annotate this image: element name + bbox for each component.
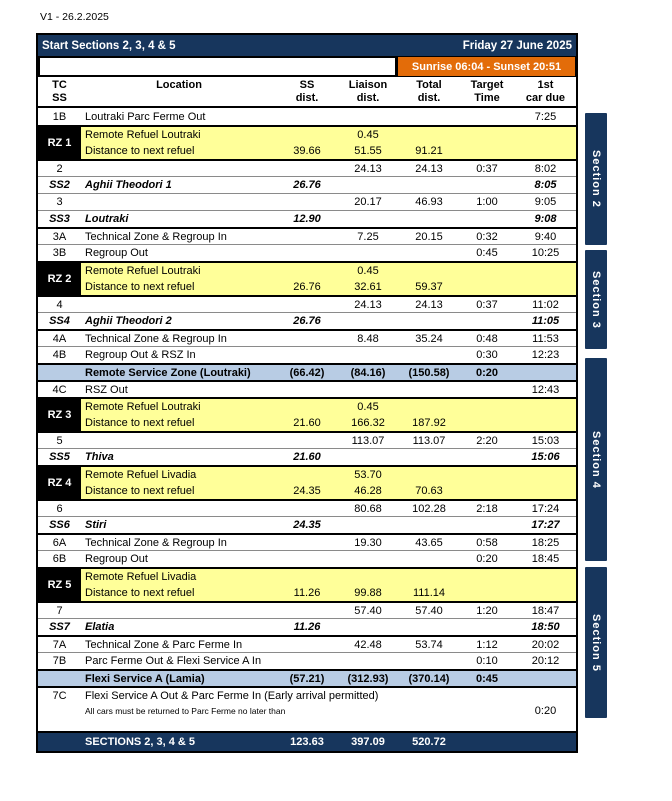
refuel-zone-line <box>81 279 576 295</box>
tc-cell: SS7 <box>49 621 70 633</box>
location-cell: Regroup Out <box>85 553 148 565</box>
location-cell: Technical Zone & Regroup In <box>85 536 227 549</box>
refuel-zone-label: RZ 1 <box>38 127 81 159</box>
table-row <box>38 550 576 567</box>
first-car-cell: 17:24 <box>531 502 560 515</box>
target-time-cell: 0:20 <box>475 366 499 379</box>
table-row <box>38 448 576 465</box>
total-dist-cell: 59.37 <box>415 281 443 293</box>
service-zone-row <box>38 669 576 686</box>
first-car-cell: 11:05 <box>531 315 560 327</box>
target-time-cell: 0:32 <box>476 230 498 243</box>
location-cell: Loutraki Parc Ferme Out <box>85 110 206 123</box>
target-time-cell: 1:00 <box>476 196 498 208</box>
header-location-line1: Location <box>156 79 202 91</box>
total-dist-cell: 57.40 <box>415 604 443 617</box>
ss-dist-cell: 26.76 <box>293 315 321 327</box>
location-cell: Technical Zone & Parc Ferme In <box>85 638 243 651</box>
header-total-line1: Total <box>416 79 442 91</box>
liaison-dist-cell: 24.13 <box>354 298 382 311</box>
header-ss-dist <box>277 77 337 106</box>
column-headers <box>38 77 576 108</box>
header-due-line1: 1st <box>537 79 554 91</box>
location-cell: Remote Refuel Livadia <box>85 469 197 481</box>
target-time-cell: 0:45 <box>476 247 498 259</box>
blank-box <box>38 56 397 77</box>
ss-dist-cell: 12.90 <box>293 213 321 225</box>
ss-dist-cell: 24.35 <box>293 485 321 497</box>
tc-cell: 4 <box>56 298 63 311</box>
header-tc-line2: SS <box>52 92 67 104</box>
refuel-zone-line <box>81 127 576 143</box>
location-cell: Technical Zone & Regroup In <box>85 332 227 345</box>
version-label: V1 - 26.2.2025 <box>40 11 109 23</box>
location-cell: Elatia <box>85 621 115 633</box>
tc-cell: SS6 <box>49 519 70 531</box>
liaison-dist-cell: 7.25 <box>357 230 379 243</box>
liaison-dist-cell: 32.61 <box>354 281 382 293</box>
tc-cell: 6 <box>56 502 63 515</box>
tc-cell: 5 <box>56 434 63 447</box>
first-car-cell: 8:02 <box>534 162 557 175</box>
table-row <box>38 635 576 652</box>
table-row <box>38 686 576 703</box>
tc-cell: 3A <box>52 230 67 243</box>
tc-cell: 6A <box>52 536 67 549</box>
refuel-zone-label: RZ 4 <box>38 467 81 499</box>
first-car-cell: 9:40 <box>534 230 557 243</box>
refuel-zone-lines <box>81 263 576 295</box>
refuel-zone-line <box>81 263 576 279</box>
liaison-dist-cell: 51.55 <box>354 145 382 157</box>
total-dist-cell: 35.24 <box>415 332 443 345</box>
table-row <box>38 193 576 210</box>
total-dist-cell: 24.13 <box>415 162 443 175</box>
refuel-zone-block <box>38 567 576 601</box>
table-row <box>38 329 576 346</box>
table-row <box>38 533 576 550</box>
header-target-time <box>459 77 515 106</box>
first-car-cell: 18:50 <box>531 621 560 633</box>
tc-cell: SS5 <box>49 451 70 463</box>
location-cell: Regroup Out & RSZ In <box>85 349 196 361</box>
tc-cell: 4B <box>52 349 67 361</box>
location-cell: Distance to next refuel <box>85 281 195 293</box>
first-car-cell: 18:45 <box>531 553 560 565</box>
first-car-cell: 11:02 <box>532 298 559 311</box>
total-dist-cell: 53.74 <box>415 638 443 651</box>
first-car-cell: 11:53 <box>532 332 559 345</box>
tc-cell: 7A <box>52 638 67 651</box>
sub-bar <box>38 56 576 77</box>
table-row <box>38 431 576 448</box>
ss-dist-cell: 11.26 <box>293 621 321 633</box>
total-dist-cell: 24.13 <box>415 298 443 311</box>
target-time-cell: 0:58 <box>476 536 498 549</box>
liaison-dist-cell: 0.45 <box>357 265 379 277</box>
refuel-zone-lines <box>81 399 576 431</box>
table-row <box>38 601 576 618</box>
location-cell: Remote Refuel Livadia <box>85 571 197 583</box>
location-cell: Distance to next refuel <box>85 587 195 599</box>
sections-total-ss: 123.63 <box>290 736 324 748</box>
header-total-dist <box>399 77 459 106</box>
location-cell: Remote Refuel Loutraki <box>85 129 201 141</box>
total-dist-cell: 187.92 <box>412 417 446 429</box>
note-row <box>38 703 576 718</box>
target-time-cell: 0:37 <box>476 162 498 175</box>
header-tc-line1: TC <box>52 79 67 91</box>
total-dist-cell: 70.63 <box>415 485 443 497</box>
liaison-dist-cell: 99.88 <box>354 587 382 599</box>
tc-cell: 3B <box>52 247 67 259</box>
header-target-line1: Target <box>470 79 504 91</box>
header-ss-line1: SS <box>299 79 315 91</box>
location-cell: Loutraki <box>85 213 129 225</box>
header-total-line2: dist. <box>417 92 441 104</box>
table-row <box>38 380 576 397</box>
liaison-dist-cell: 0.45 <box>357 129 379 141</box>
target-time-cell: 0:45 <box>475 672 499 685</box>
refuel-zone-lines <box>81 569 576 601</box>
location-cell: Thiva <box>85 451 114 463</box>
tc-cell: 4A <box>52 332 67 345</box>
table-row <box>38 499 576 516</box>
first-car-cell: 20:12 <box>531 655 560 667</box>
note-text: All cars must be returned to Parc Ferme no later than <box>85 705 286 716</box>
refuel-zone-line <box>81 569 576 585</box>
liaison-dist-cell: 80.68 <box>354 502 382 515</box>
service-zone-row <box>38 363 576 380</box>
ss-dist-cell: 21.60 <box>293 417 321 429</box>
first-car-cell: 12:43 <box>531 383 560 396</box>
refuel-zone-label: RZ 2 <box>38 263 81 295</box>
target-time-cell: 1:20 <box>476 604 498 617</box>
location-cell: Remote Refuel Loutraki <box>85 265 201 277</box>
tc-cell: 7 <box>56 604 63 617</box>
spacer-row <box>38 718 576 731</box>
ss-dist-cell: (57.21) <box>289 672 325 685</box>
itinerary-table <box>36 33 578 753</box>
first-car-cell: 7:25 <box>534 110 557 123</box>
section-2-tab: Section 2 <box>585 113 607 245</box>
refuel-zone-line <box>81 143 576 159</box>
ss-dist-cell: 26.76 <box>293 281 321 293</box>
liaison-dist-cell: 166.32 <box>351 417 385 429</box>
section-5-tab: Section 5 <box>585 567 607 718</box>
location-cell: Distance to next refuel <box>85 145 195 157</box>
header-liaison-line1: Liaison <box>348 79 388 91</box>
location-cell: Remote Service Zone (Loutraki) <box>85 366 251 379</box>
liaison-dist-cell: 8.48 <box>357 332 379 345</box>
location-cell: Regroup Out <box>85 247 148 259</box>
section-3-tab: Section 3 <box>585 250 607 349</box>
first-car-cell: 8:05 <box>534 179 557 191</box>
total-dist-cell: 91.21 <box>415 145 443 157</box>
target-time-cell: 0:37 <box>476 298 498 311</box>
tc-cell: 7B <box>52 655 67 667</box>
table-row <box>38 618 576 635</box>
liaison-dist-cell: 24.13 <box>354 162 382 175</box>
ss-dist-cell: 26.76 <box>293 179 321 191</box>
target-time-cell: 0:48 <box>476 332 498 345</box>
table-row <box>38 227 576 244</box>
refuel-zone-line <box>81 399 576 415</box>
liaison-dist-cell: 46.28 <box>354 485 382 497</box>
table-row <box>38 516 576 533</box>
total-dist-cell: 43.65 <box>415 536 443 549</box>
header-location <box>81 77 277 106</box>
location-cell: Flexi Service A (Lamia) <box>85 672 205 685</box>
first-car-cell: 18:25 <box>531 536 560 549</box>
refuel-zone-line <box>81 585 576 601</box>
sections-total-total: 520.72 <box>412 736 446 748</box>
tc-cell: 4C <box>52 383 67 396</box>
header-due-line2: car due <box>525 92 566 104</box>
liaison-dist-cell: 113.07 <box>351 434 385 447</box>
liaison-dist-cell: (312.93) <box>347 672 389 685</box>
first-car-cell: 9:08 <box>534 213 557 225</box>
total-dist-cell: 46.93 <box>415 196 443 208</box>
target-time-cell: 2:20 <box>476 434 498 447</box>
sections-total-liaison: 397.09 <box>351 736 385 748</box>
header-ss-line2: dist. <box>295 92 319 104</box>
location-cell: Aghii Theodori 2 <box>85 315 172 327</box>
target-time-cell: 0:30 <box>476 349 498 361</box>
tc-cell: SS4 <box>49 315 70 327</box>
liaison-dist-cell: 57.40 <box>354 604 382 617</box>
header-first-car-due <box>515 77 576 106</box>
location-cell: Distance to next refuel <box>85 485 195 497</box>
refuel-zone-block <box>38 125 576 159</box>
title-bar <box>38 35 576 56</box>
table-row <box>38 108 576 125</box>
first-car-cell: 0:20 <box>534 704 557 717</box>
location-cell: Aghii Theodori 1 <box>85 179 172 191</box>
refuel-zone-label: RZ 3 <box>38 399 81 431</box>
table-row <box>38 159 576 176</box>
ss-dist-cell: 24.35 <box>293 519 321 531</box>
tc-cell: 7C <box>52 689 67 702</box>
section-4-tab: Section 4 <box>585 358 607 561</box>
tc-cell: SS2 <box>49 179 70 191</box>
first-car-cell: 10:25 <box>531 247 560 259</box>
header-tc <box>38 77 81 106</box>
first-car-cell: 20:02 <box>531 638 560 651</box>
total-dist-cell: (150.58) <box>408 366 450 379</box>
location-cell: Technical Zone & Regroup In <box>85 230 227 243</box>
table-row <box>38 346 576 363</box>
total-dist-cell: 111.14 <box>412 587 445 599</box>
table-row <box>38 295 576 312</box>
location-cell: Stiri <box>85 519 107 531</box>
liaison-dist-cell: 20.17 <box>354 196 382 208</box>
location-cell: Distance to next refuel <box>85 417 195 429</box>
table-row <box>38 244 576 261</box>
date-label: Friday 27 June 2025 <box>462 39 572 52</box>
refuel-zone-line <box>81 415 576 431</box>
liaison-dist-cell: 19.30 <box>354 536 382 549</box>
header-liaison-line2: dist. <box>356 92 380 104</box>
total-dist-cell: (370.14) <box>408 672 450 685</box>
header-liaison-dist <box>337 77 399 106</box>
table-row <box>38 312 576 329</box>
total-dist-cell: 102.28 <box>412 502 446 515</box>
location-cell: Remote Refuel Loutraki <box>85 401 201 413</box>
location-cell: Parc Ferme Out & Flexi Service A In <box>85 655 262 667</box>
location-cell: Flexi Service A Out & Parc Ferme In (Early arrival permitted) <box>85 689 379 702</box>
sections-total-row <box>38 731 576 751</box>
tc-cell: SS3 <box>49 213 70 225</box>
tc-cell: 6B <box>52 553 67 565</box>
sections-total-label: SECTIONS 2, 3, 4 & 5 <box>85 736 196 748</box>
first-car-cell: 17:27 <box>531 519 560 531</box>
tc-cell: 3 <box>56 196 63 208</box>
target-time-cell: 0:20 <box>476 553 498 565</box>
total-dist-cell: 113.07 <box>412 434 446 447</box>
liaison-dist-cell: 42.48 <box>354 638 382 651</box>
refuel-zone-label: RZ 5 <box>38 569 81 601</box>
target-time-cell: 1:12 <box>476 638 498 651</box>
table-row <box>38 652 576 669</box>
location-cell: RSZ Out <box>85 383 128 396</box>
header-target-line2: Time <box>474 92 500 104</box>
first-car-cell: 9:05 <box>534 196 557 208</box>
refuel-zone-line <box>81 483 576 499</box>
liaison-dist-cell: 53.70 <box>354 469 382 481</box>
target-time-cell: 2:18 <box>476 502 498 515</box>
refuel-zone-line <box>81 467 576 483</box>
refuel-zone-block <box>38 465 576 499</box>
ss-dist-cell: (66.42) <box>289 366 325 379</box>
itinerary-rows <box>38 108 576 731</box>
first-car-cell: 18:47 <box>531 604 560 617</box>
ss-dist-cell: 11.26 <box>293 587 321 599</box>
first-car-cell: 15:03 <box>531 434 560 447</box>
first-car-cell: 15:06 <box>531 451 560 463</box>
ss-dist-cell: 39.66 <box>293 145 321 157</box>
liaison-dist-cell: 0.45 <box>357 401 379 413</box>
refuel-zone-lines <box>81 127 576 159</box>
table-row <box>38 210 576 227</box>
total-dist-cell: 20.15 <box>415 230 443 243</box>
refuel-zone-lines <box>81 467 576 499</box>
tc-cell: 2 <box>56 162 63 175</box>
tc-cell: 1B <box>52 110 67 123</box>
refuel-zone-block <box>38 397 576 431</box>
sunrise-sunset-label: Sunrise 06:04 - Sunset 20:51 <box>397 56 576 77</box>
page-title: Start Sections 2, 3, 4 & 5 <box>42 39 176 52</box>
refuel-zone-block <box>38 261 576 295</box>
liaison-dist-cell: (84.16) <box>350 366 386 379</box>
table-row <box>38 176 576 193</box>
target-time-cell: 0:10 <box>476 655 498 667</box>
ss-dist-cell: 21.60 <box>293 451 321 463</box>
first-car-cell: 12:23 <box>531 349 560 361</box>
